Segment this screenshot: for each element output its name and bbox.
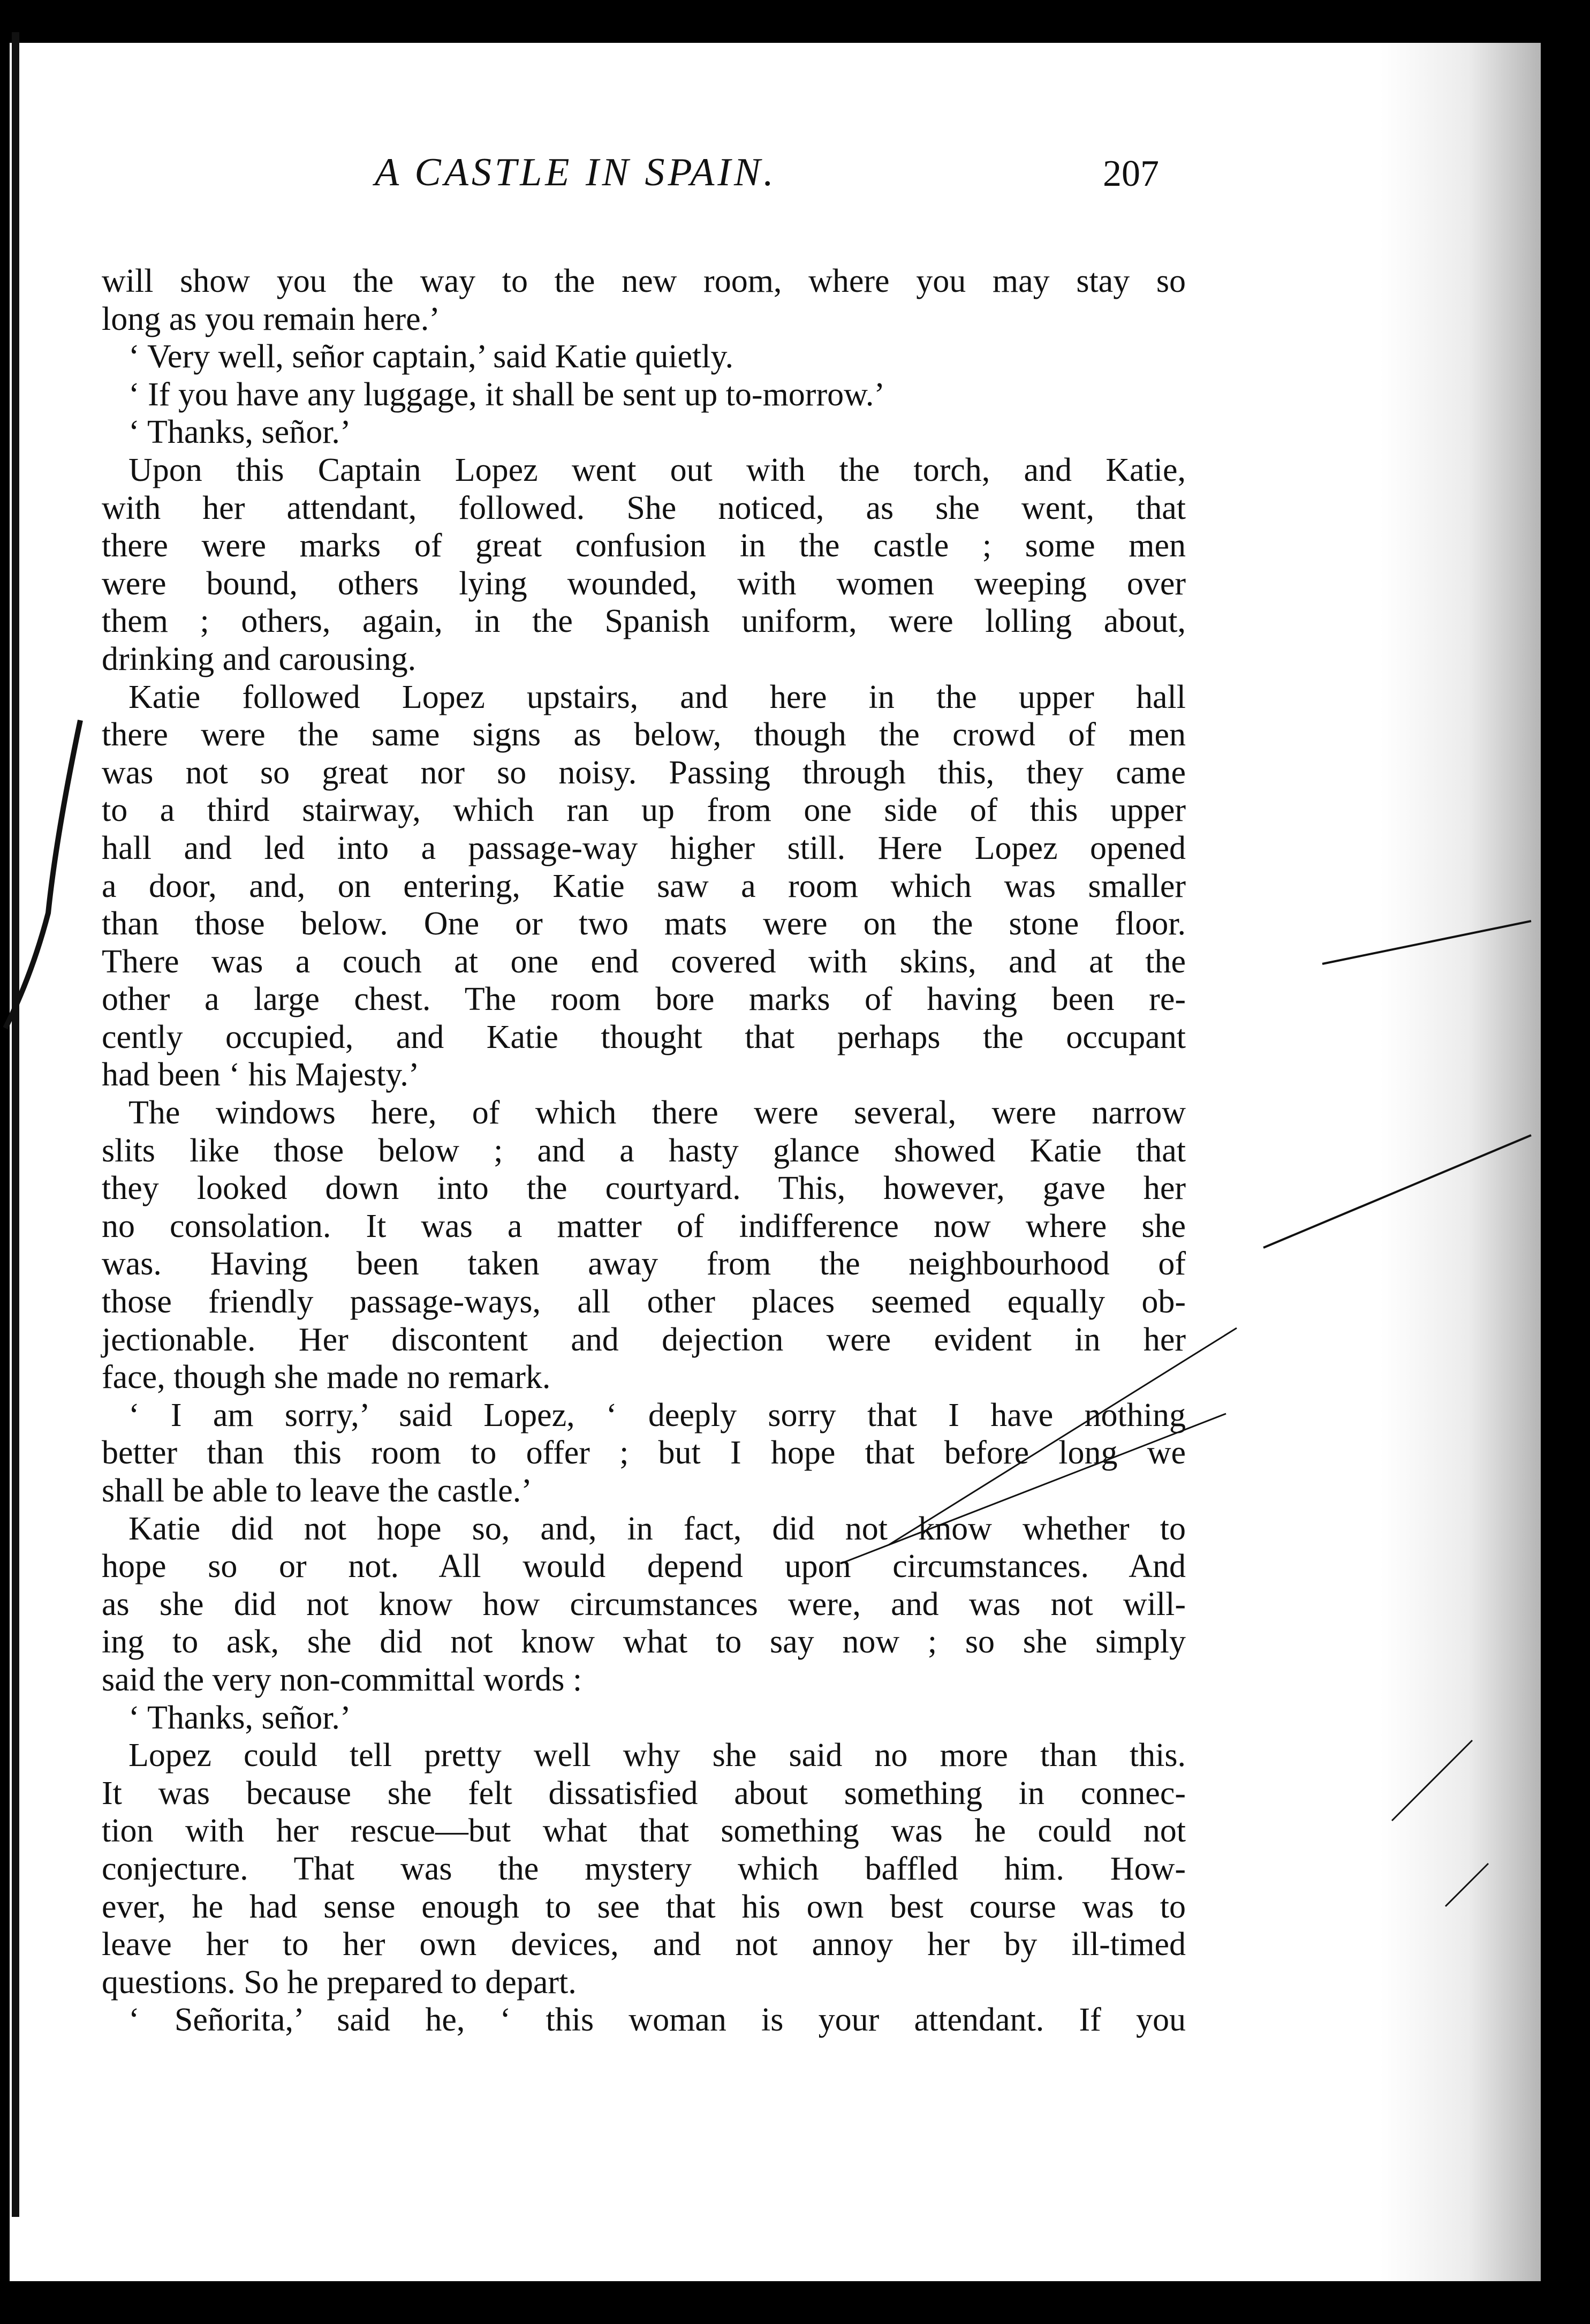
text-line: It was because she felt dissatisfied about something in connec- bbox=[102, 1775, 1186, 1812]
text-line: they looked down into the courtyard. This, however, gave her bbox=[102, 1170, 1186, 1207]
text-line: Upon this Captain Lopez went out with the torch, and Katie, bbox=[128, 451, 1186, 488]
text-line: than those below. One or two mats were on the stone floor. bbox=[102, 906, 1186, 942]
text-line: ‘ Señorita,’ said he, ‘ this woman is your attendant. If you bbox=[128, 2002, 1186, 2039]
text-line: slits like those below ; and a hasty glance showed Katie that bbox=[102, 1132, 1186, 1169]
pen-stroke-right-5 bbox=[1392, 1740, 1472, 1821]
text-line: tion with her rescue—but what that something was he could not bbox=[102, 1813, 1186, 1850]
pen-stroke-right-4 bbox=[841, 1414, 1226, 1564]
text-line: jectionable. Her discontent and dejection were evident in her bbox=[102, 1321, 1186, 1358]
text-line: with her attendant, followed. She noticed, as she went, that bbox=[102, 489, 1186, 526]
text-line: ‘ Thanks, señor.’ bbox=[128, 1699, 351, 1736]
text-line: Lopez could tell pretty well why she said no more than this. bbox=[128, 1737, 1186, 1774]
text-line: long as you remain here.’ bbox=[102, 300, 440, 337]
text-line: there were the same signs as below, though the crowd of men bbox=[102, 716, 1186, 753]
text-line: said the very non-committal words : bbox=[102, 1661, 582, 1698]
text-line: ‘ I am sorry,’ said Lopez, ‘ deeply sorry that I have nothing bbox=[128, 1397, 1186, 1433]
text-line: a door, and, on entering, Katie saw a room which was smaller bbox=[102, 867, 1186, 904]
text-line: ever, he had sense enough to see that his own best course was to bbox=[102, 1888, 1186, 1925]
text-line: other a large chest. The room bore marks of having been re- bbox=[102, 981, 1186, 1018]
page-number: 207 bbox=[1103, 153, 1159, 194]
text-line: those friendly passage-ways, all other places seemed equally ob- bbox=[102, 1284, 1186, 1321]
text-line: no consolation. It was a matter of indifference now where she bbox=[102, 1208, 1186, 1244]
text-line: ‘ Thanks, señor.’ bbox=[128, 414, 351, 451]
text-line: There was a couch at one end covered with skins, and at the bbox=[102, 943, 1186, 980]
text-line: drinking and carousing. bbox=[102, 640, 417, 677]
text-line: had been ‘ his Majesty.’ bbox=[102, 1057, 420, 1093]
text-line: was. Having been taken away from the neighbourhood of bbox=[102, 1246, 1186, 1282]
text-line: conjecture. That was the mystery which baffled him. How- bbox=[102, 1850, 1186, 1887]
text-line: were bound, others lying wounded, with women weeping over bbox=[102, 565, 1186, 602]
text-line: will show you the way to the new room, where you may stay so bbox=[102, 263, 1186, 299]
pen-stroke-right-6 bbox=[1445, 1863, 1488, 1906]
pen-stroke-right-1 bbox=[1322, 921, 1531, 964]
pen-stroke-right-3 bbox=[889, 1328, 1237, 1545]
text-line: there were marks of great confusion in the castle ; some men bbox=[102, 527, 1186, 564]
text-line: was not so great nor so noisy. Passing through this, they came bbox=[102, 754, 1186, 791]
text-line: them ; others, again, in the Spanish uniform, were lolling about, bbox=[102, 603, 1186, 640]
text-line: ing to ask, she did not know what to say now ; so she simply bbox=[102, 1624, 1186, 1661]
text-line: Katie followed Lopez upstairs, and here in the upper hall bbox=[128, 678, 1186, 715]
text-line: The windows here, of which there were several, were narrow bbox=[128, 1095, 1186, 1131]
text-line: Katie did not hope so, and, in fact, did not know whether to bbox=[128, 1510, 1186, 1547]
running-title: A CASTLE IN SPAIN. bbox=[375, 150, 777, 194]
pen-stroke-right-2 bbox=[1263, 1135, 1531, 1248]
text-line: shall be able to leave the castle.’ bbox=[102, 1473, 532, 1509]
text-line: hope so or not. All would depend upon circumstances. And bbox=[102, 1548, 1186, 1585]
text-line: leave her to her own devices, and not annoy her by ill-timed bbox=[102, 1926, 1186, 1963]
text-line: ‘ If you have any luggage, it shall be sent up to-morrow.’ bbox=[128, 376, 885, 413]
text-line: as she did not know how circumstances were, and was not will- bbox=[102, 1586, 1186, 1623]
text-line: better than this room to offer ; but I hope that before long we bbox=[102, 1435, 1186, 1472]
text-line: to a third stairway, which ran up from one side of this upper bbox=[102, 792, 1186, 829]
text-line: hall and led into a passage-way higher still. Here Lopez opened bbox=[102, 829, 1186, 866]
pen-stroke-left bbox=[5, 720, 80, 1028]
text-line: cently occupied, and Katie thought that perhaps the occupant bbox=[102, 1018, 1186, 1055]
text-line: questions. So he prepared to depart. bbox=[102, 1964, 577, 2001]
text-line: ‘ Very well, señor captain,’ said Katie quietly. bbox=[128, 338, 733, 375]
text-line: face, though she made no remark. bbox=[102, 1359, 551, 1396]
